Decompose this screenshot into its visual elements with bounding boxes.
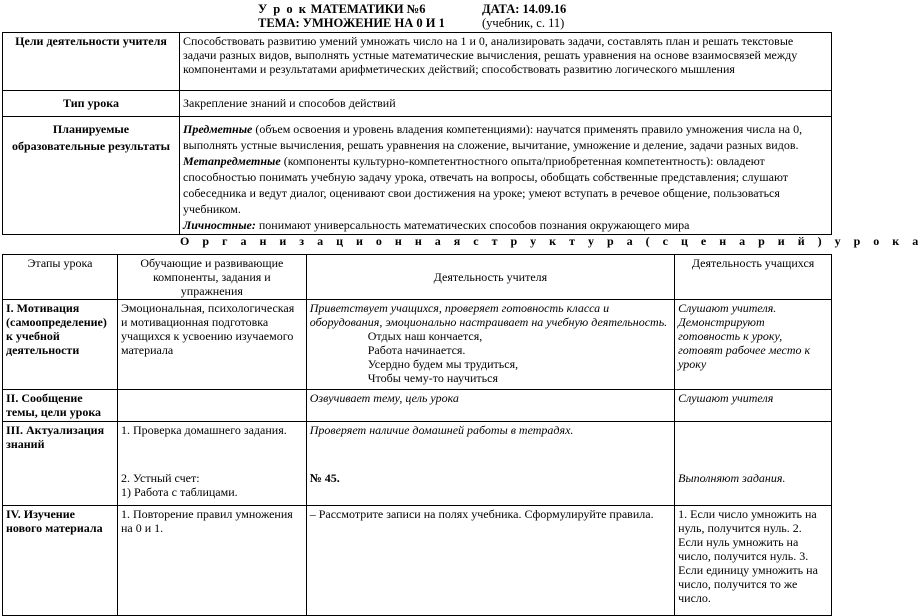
lesson-topic: ТЕМА: УМНОЖЕНИЕ НА 0 И 1 [258,16,445,30]
lesson-heading [258,2,426,16]
row3-teacher2: № 45. [309,471,340,485]
row4-stage: IV. Изучение нового материала [3,506,118,616]
row2-teacher: Озвучивает тему, цель урока [306,390,674,422]
header-students: Деятельность учащихся [675,255,832,300]
row1-tasks: Эмоциональная, психологическая и мотивационная подготовка учащихся к усвоению изучаемого материала [117,300,306,390]
poem-line: Отдых наш кончается, [367,329,483,343]
row4-teacher: – Рассмотрите записи на полях учебника. Сформулируйте правила. [306,506,674,616]
lesson-title: МАТЕМАТИКИ №6 [310,2,426,16]
row3-students [675,422,832,506]
personal-results-label: Личностные: [183,218,256,232]
row1-teacher-text: Приветствует учащихся, проверяет готовность класса и оборудования, эмоционально настраивает на учебную деятельность. [309,301,668,329]
row1-stage: I. Мотивация (самоопределение) к учебной деятельности [3,300,118,390]
poem-line: Работа начинается. [367,343,466,357]
lesson-date: ДАТА: 14.09.16 [482,2,567,16]
header-tasks: Обучающие и развивающие компоненты, задания и упражнения [117,255,306,300]
poem-line: Усердно будем мы трудиться, [367,357,519,371]
row3-teacher1: Проверяет наличие домашней работы в тетрадях. [309,423,574,437]
subject-results-text: (объем освоения и уровень владения компетенциями): научатся применять правило умножения числа на 0, выполнять устные вычисления, решать уравнения на сложение, вычитание, умножение и деление, задачи разных видов. [183,122,803,152]
lesson-info-table [2,32,832,235]
row3-tasks [117,422,306,506]
header-stages: Этапы урока [3,255,118,300]
row2-students: Слушают учителя [675,390,832,422]
results-text [180,117,832,235]
meta-results-text: (компоненты культурно-компетентностного опыта/приобретенная компетентность): овладеют способностью понимать учебную задачу урока, отвечать на вопросы, обобщать собственные представления; слушают собеседника и ведут диалог, оценивают свои достижения на уроке; умеют вступать в речевое общение, пользоваться учебником. [183,154,789,216]
row3-teacher [306,422,674,506]
personal-results-text: понимают универсальность математических способов познания окружающего мира [255,218,690,232]
poem-line: Чтобы чему-то научиться [367,371,498,385]
type-label: Тип урока [3,91,180,117]
row1-students: Слушают учителя. Демонстрируют готовность к уроку, готовят рабочее место к уроку [675,300,832,390]
lesson-word: У р о к [258,2,308,16]
subject-results-label: Предметные [183,122,253,136]
row3-task3: 1) Работа с таблицами. [120,485,238,499]
lesson-structure-table [2,254,832,616]
goals-text: Способствовать развитию умений умножать число на 1 и 0, анализировать задачи, составлять план и решать текстовые задачи разных видов, выполнять устные математические вычисления, решать уравнения на основе взаимосвязей между компонентами и результатами арифметических действий; способствовать развитию логического мышления [180,33,832,91]
header-teacher: Деятельность учителя [306,255,674,300]
meta-results-label: Метапредметные [183,154,281,168]
row3-stage: III. Актуализация знаний [3,422,118,506]
row2-tasks [117,390,306,422]
goals-label: Цели деятельности учителя [3,33,180,91]
type-text: Закрепление знаний и способов действий [180,91,832,117]
row3-students-text: Выполняют задания. [678,471,786,485]
row1-teacher [306,300,674,390]
row3-task2: 2. Устный счет: [120,471,200,485]
row3-task1: 1. Проверка домашнего задания. [120,423,287,437]
section-title: О р г а н и з а ц и о н н а я с т р у к т у р а ( с ц е н а р и й ) у р о к а [180,234,923,248]
row4-students: 1. Если число умножить на нуль, получится нуль. 2. Если нуль умножить на число, получится нуль. 3. Если единицу умножить на число, получится то же число. [675,506,832,616]
textbook-reference: (учебник, с. 11) [482,16,565,30]
row2-stage: II. Сообщение темы, цели урока [3,390,118,422]
row4-tasks: 1. Повторение правил умножения на 0 и 1. [117,506,306,616]
results-label: Планируемые образовательные результаты [3,117,180,235]
